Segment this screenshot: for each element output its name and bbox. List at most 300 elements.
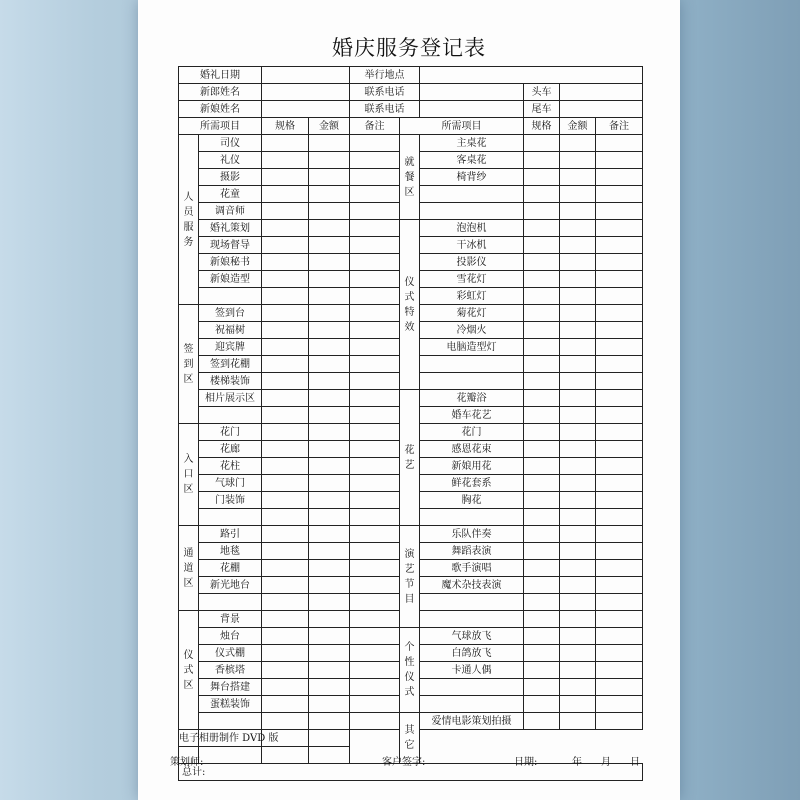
right-note-cell[interactable] — [596, 441, 643, 458]
left-spec-cell[interactable] — [262, 186, 309, 203]
left-note-cell[interactable] — [350, 169, 400, 186]
left-amount-cell[interactable] — [309, 509, 350, 526]
left-spec-cell[interactable] — [262, 373, 309, 390]
right-spec-cell[interactable] — [524, 509, 560, 526]
left-spec-cell[interactable] — [262, 152, 309, 169]
left-spec-header: 规格 — [262, 118, 309, 135]
left-spec-cell[interactable] — [262, 611, 309, 628]
left-amount-cell[interactable] — [309, 696, 350, 713]
right-note-cell[interactable] — [596, 492, 643, 509]
left-note-cell[interactable] — [350, 373, 400, 390]
left-service-item — [199, 509, 262, 526]
tail-car-label: 尾车 — [524, 101, 560, 118]
right-note-cell[interactable] — [596, 662, 643, 679]
right-amount-cell[interactable] — [560, 662, 596, 679]
groom-phone-field[interactable] — [420, 84, 524, 101]
right-spec-header: 规格 — [524, 118, 560, 135]
left-spec-cell[interactable] — [262, 679, 309, 696]
left-spec-cell[interactable] — [262, 339, 309, 356]
left-service-item: 花廊 — [199, 441, 262, 458]
right-note-cell[interactable] — [596, 526, 643, 543]
right-note-cell[interactable] — [596, 322, 643, 339]
right-spec-cell[interactable] — [524, 288, 560, 305]
right-amount-cell[interactable] — [560, 152, 596, 169]
right-note-cell[interactable] — [596, 543, 643, 560]
left-amount-cell[interactable] — [309, 339, 350, 356]
left-note-cell[interactable] — [350, 492, 400, 509]
right-note-cell[interactable] — [596, 220, 643, 237]
right-spec-cell[interactable] — [524, 679, 560, 696]
right-amount-cell[interactable] — [560, 696, 596, 713]
left-amount-cell[interactable] — [309, 390, 350, 407]
left-amount-cell[interactable] — [309, 475, 350, 492]
lead-car-field[interactable] — [560, 84, 643, 101]
right-spec-cell[interactable] — [524, 407, 560, 424]
left-note-cell[interactable] — [350, 220, 400, 237]
right-service-item: 感恩花束 — [420, 441, 524, 458]
right-note-cell[interactable] — [596, 237, 643, 254]
right-spec-cell[interactable] — [524, 356, 560, 373]
date-label: 日期: — [514, 757, 538, 768]
page-title: 婚庆服务登记表 — [332, 36, 486, 60]
right-group-label — [400, 220, 420, 390]
tail-car-field[interactable] — [560, 101, 643, 118]
left-spec-cell[interactable] — [262, 628, 309, 645]
left-spec-cell[interactable] — [262, 441, 309, 458]
right-note-cell[interactable] — [596, 305, 643, 322]
total-label[interactable]: 总计: — [179, 764, 643, 781]
left-amount-cell[interactable] — [309, 441, 350, 458]
left-spec-cell[interactable] — [262, 424, 309, 441]
registration-form-page — [138, 0, 680, 800]
left-service-item: 花门 — [199, 424, 262, 441]
left-amount-cell[interactable] — [309, 458, 350, 475]
left-service-item: 迎宾牌 — [199, 339, 262, 356]
left-note-cell[interactable] — [350, 152, 400, 169]
right-amount-cell[interactable] — [560, 288, 596, 305]
left-spec-cell[interactable] — [262, 271, 309, 288]
left-amount-cell[interactable] — [309, 543, 350, 560]
bride-name-field[interactable] — [262, 101, 350, 118]
left-note-cell[interactable] — [350, 662, 400, 679]
left-service-item: 新娘造型 — [199, 271, 262, 288]
right-spec-cell[interactable] — [524, 203, 560, 220]
right-spec-cell[interactable] — [524, 475, 560, 492]
right-note-header: 备注 — [596, 118, 643, 135]
right-spec-cell[interactable] — [524, 339, 560, 356]
right-spec-cell[interactable] — [524, 713, 560, 730]
right-spec-cell[interactable] — [524, 424, 560, 441]
right-note-cell[interactable] — [596, 713, 643, 730]
right-spec-cell[interactable] — [524, 254, 560, 271]
left-note-cell[interactable] — [350, 254, 400, 271]
left-amount-cell[interactable] — [309, 373, 350, 390]
right-amount-cell[interactable] — [560, 509, 596, 526]
right-note-cell[interactable] — [596, 271, 643, 288]
left-amount-cell[interactable] — [309, 152, 350, 169]
left-amount-cell[interactable] — [309, 135, 350, 152]
right-spec-cell[interactable] — [524, 305, 560, 322]
right-note-cell[interactable] — [596, 169, 643, 186]
right-group-label — [400, 628, 420, 713]
right-service-item: 雪花灯 — [420, 271, 524, 288]
right-service-item: 冷烟火 — [420, 322, 524, 339]
right-spec-cell[interactable] — [524, 271, 560, 288]
left-spec-cell[interactable] — [262, 509, 309, 526]
left-spec-cell[interactable] — [262, 254, 309, 271]
left-amount-cell[interactable] — [309, 594, 350, 611]
right-spec-cell[interactable] — [524, 543, 560, 560]
right-amount-cell[interactable] — [560, 492, 596, 509]
right-note-cell[interactable] — [596, 152, 643, 169]
left-amount-cell[interactable] — [309, 254, 350, 271]
right-spec-cell[interactable] — [524, 390, 560, 407]
left-amount-cell[interactable] — [309, 526, 350, 543]
right-amount-cell[interactable] — [560, 458, 596, 475]
left-spec-cell[interactable] — [262, 356, 309, 373]
date-year-label: 年 — [572, 757, 582, 768]
left-service-item: 门装饰 — [199, 492, 262, 509]
right-service-item — [420, 594, 524, 611]
left-group-name: 签到区 — [183, 343, 194, 385]
left-amount-cell[interactable] — [309, 356, 350, 373]
right-note-cell[interactable] — [596, 390, 643, 407]
right-spec-cell[interactable] — [524, 526, 560, 543]
right-amount-cell[interactable] — [560, 271, 596, 288]
right-service-item: 菊花灯 — [420, 305, 524, 322]
right-spec-cell[interactable] — [199, 747, 262, 764]
left-service-item — [199, 713, 262, 730]
left-spec-cell[interactable] — [262, 390, 309, 407]
left-spec-cell[interactable] — [262, 407, 309, 424]
right-service-item: 电子相册制作 DVD 版 — [179, 730, 199, 747]
right-service-item: 投影仪 — [420, 254, 524, 271]
left-service-item: 地毯 — [199, 543, 262, 560]
right-note-cell[interactable] — [596, 645, 643, 662]
right-spec-cell[interactable] — [524, 594, 560, 611]
left-service-item: 签到台 — [199, 305, 262, 322]
right-amount-cell[interactable] — [560, 611, 596, 628]
left-service-item: 气球门 — [199, 475, 262, 492]
left-spec-cell[interactable] — [262, 696, 309, 713]
left-spec-cell[interactable] — [262, 713, 309, 730]
left-amount-cell[interactable] — [309, 237, 350, 254]
left-note-cell[interactable] — [350, 356, 400, 373]
left-note-cell[interactable] — [350, 543, 400, 560]
right-spec-cell[interactable] — [524, 560, 560, 577]
right-amount-cell[interactable] — [560, 254, 596, 271]
left-note-cell[interactable] — [350, 713, 400, 730]
left-amount-cell[interactable] — [309, 305, 350, 322]
right-note-cell[interactable] — [596, 356, 643, 373]
right-service-item: 爱情电影策划拍摄 — [420, 713, 524, 730]
left-amount-cell[interactable] — [309, 492, 350, 509]
left-spec-cell[interactable] — [262, 288, 309, 305]
right-amount-cell[interactable] — [560, 713, 596, 730]
left-service-item: 仪式棚 — [199, 645, 262, 662]
right-spec-cell[interactable] — [524, 186, 560, 203]
right-service-item: 婚车花艺 — [420, 407, 524, 424]
right-group-label — [400, 135, 420, 220]
right-service-item: 乐队伴奏 — [420, 526, 524, 543]
right-spec-cell[interactable] — [524, 662, 560, 679]
left-amount-cell[interactable] — [309, 322, 350, 339]
left-spec-cell[interactable] — [262, 305, 309, 322]
right-amount-cell[interactable] — [560, 169, 596, 186]
right-amount-cell[interactable] — [560, 543, 596, 560]
left-service-item: 烛台 — [199, 628, 262, 645]
left-note-cell[interactable] — [350, 305, 400, 322]
left-note-cell[interactable] — [350, 560, 400, 577]
right-amount-cell[interactable] — [560, 339, 596, 356]
left-note-header: 备注 — [350, 118, 400, 135]
right-spec-cell[interactable] — [524, 577, 560, 594]
right-note-cell[interactable] — [596, 186, 643, 203]
left-spec-cell[interactable] — [262, 526, 309, 543]
right-amount-cell[interactable] — [560, 577, 596, 594]
right-amount-cell[interactable] — [560, 390, 596, 407]
left-spec-cell[interactable] — [262, 475, 309, 492]
right-spec-cell[interactable] — [524, 220, 560, 237]
left-note-cell[interactable] — [350, 424, 400, 441]
right-service-item: 卡通人偶 — [420, 662, 524, 679]
left-note-cell[interactable] — [350, 679, 400, 696]
right-spec-cell[interactable] — [524, 696, 560, 713]
table-row — [179, 220, 643, 237]
right-spec-cell[interactable] — [524, 611, 560, 628]
left-amount-header: 金额 — [309, 118, 350, 135]
right-spec-cell[interactable] — [524, 458, 560, 475]
right-amount-cell[interactable] — [560, 560, 596, 577]
left-service-item: 婚礼策划 — [199, 220, 262, 237]
lead-car-label: 头车 — [524, 84, 560, 101]
venue-field[interactable] — [420, 67, 643, 84]
left-spec-cell[interactable] — [262, 492, 309, 509]
left-service-item: 签到花棚 — [199, 356, 262, 373]
right-note-cell[interactable] — [596, 628, 643, 645]
left-note-cell[interactable] — [350, 288, 400, 305]
right-amount-header: 金额 — [560, 118, 596, 135]
left-note-cell[interactable] — [350, 237, 400, 254]
wedding-date-field[interactable] — [262, 67, 350, 84]
left-note-cell[interactable] — [350, 628, 400, 645]
left-amount-cell[interactable] — [309, 713, 350, 730]
bride-name-label: 新娘姓名 — [179, 101, 262, 118]
right-spec-cell[interactable] — [524, 322, 560, 339]
right-group-label — [400, 526, 420, 628]
left-group-name: 人员服务 — [183, 191, 194, 248]
left-service-item: 调音师 — [199, 203, 262, 220]
left-note-cell[interactable] — [350, 509, 400, 526]
left-service-item: 楼梯装饰 — [199, 373, 262, 390]
right-service-item — [420, 186, 524, 203]
right-amount-cell[interactable] — [560, 475, 596, 492]
right-note-cell[interactable] — [596, 560, 643, 577]
left-spec-cell[interactable] — [262, 645, 309, 662]
left-service-item: 新娘秘书 — [199, 254, 262, 271]
right-note-cell[interactable] — [596, 135, 643, 152]
left-amount-cell[interactable] — [309, 271, 350, 288]
left-spec-cell[interactable] — [262, 237, 309, 254]
left-group-name: 通道区 — [183, 547, 194, 589]
right-amount-cell[interactable] — [560, 322, 596, 339]
left-note-cell[interactable] — [350, 407, 400, 424]
left-spec-cell[interactable] — [262, 577, 309, 594]
left-amount-cell[interactable] — [309, 169, 350, 186]
right-note-cell[interactable] — [596, 577, 643, 594]
left-amount-cell[interactable] — [309, 407, 350, 424]
right-note-cell[interactable] — [596, 679, 643, 696]
right-service-item: 魔术杂技表演 — [420, 577, 524, 594]
right-amount-cell[interactable] — [560, 135, 596, 152]
right-note-cell[interactable] — [596, 696, 643, 713]
right-note-cell[interactable] — [596, 475, 643, 492]
left-group-label — [179, 305, 199, 424]
left-spec-cell[interactable] — [262, 135, 309, 152]
left-note-cell[interactable] — [350, 577, 400, 594]
right-note-cell[interactable] — [596, 594, 643, 611]
left-group-label — [179, 135, 199, 305]
left-amount-cell[interactable] — [309, 424, 350, 441]
left-note-cell[interactable] — [350, 594, 400, 611]
right-note-cell[interactable] — [596, 373, 643, 390]
right-amount-cell[interactable] — [560, 526, 596, 543]
left-amount-cell[interactable] — [309, 203, 350, 220]
left-amount-cell[interactable] — [309, 645, 350, 662]
left-amount-cell[interactable] — [309, 611, 350, 628]
right-item-header: 所需项目 — [400, 118, 524, 135]
right-amount-cell[interactable] — [560, 186, 596, 203]
right-amount-cell[interactable] — [262, 747, 309, 764]
right-spec-cell[interactable] — [524, 645, 560, 662]
right-group-name: 演艺节目 — [404, 548, 415, 605]
left-service-item: 司仪 — [199, 135, 262, 152]
left-note-cell[interactable] — [350, 475, 400, 492]
venue-label: 举行地点 — [350, 67, 420, 84]
right-service-item — [420, 611, 524, 628]
left-note-cell[interactable] — [350, 186, 400, 203]
left-spec-cell[interactable] — [262, 458, 309, 475]
groom-name-field[interactable] — [262, 84, 350, 101]
right-note-cell[interactable] — [596, 458, 643, 475]
left-note-cell[interactable] — [350, 526, 400, 543]
right-amount-cell[interactable] — [560, 237, 596, 254]
right-service-item: 彩虹灯 — [420, 288, 524, 305]
right-amount-cell[interactable] — [560, 220, 596, 237]
wedding-date-label: 婚礼日期 — [179, 67, 262, 84]
left-amount-cell[interactable] — [309, 560, 350, 577]
right-spec-cell[interactable] — [524, 169, 560, 186]
right-spec-cell[interactable] — [524, 492, 560, 509]
left-note-cell[interactable] — [350, 611, 400, 628]
right-spec-cell[interactable] — [524, 373, 560, 390]
right-note-cell[interactable] — [596, 203, 643, 220]
right-amount-cell[interactable] — [560, 203, 596, 220]
right-amount-cell[interactable] — [560, 594, 596, 611]
right-note-cell[interactable] — [596, 339, 643, 356]
right-service-item: 新娘用花 — [420, 458, 524, 475]
right-spec-cell[interactable] — [524, 628, 560, 645]
right-note-cell[interactable] — [596, 254, 643, 271]
left-spec-cell[interactable] — [262, 594, 309, 611]
right-spec-cell[interactable] — [524, 135, 560, 152]
right-amount-cell[interactable] — [560, 441, 596, 458]
right-note-cell[interactable] — [596, 424, 643, 441]
left-note-cell[interactable] — [350, 458, 400, 475]
date-month-label: 月 — [601, 757, 611, 768]
right-note-cell[interactable] — [596, 509, 643, 526]
left-service-item: 香槟塔 — [199, 662, 262, 679]
left-note-cell[interactable] — [350, 696, 400, 713]
left-service-item: 新光地台 — [199, 577, 262, 594]
left-service-item: 蛋糕装饰 — [199, 696, 262, 713]
left-spec-cell[interactable] — [262, 220, 309, 237]
right-amount-cell[interactable] — [560, 407, 596, 424]
left-amount-cell[interactable] — [309, 577, 350, 594]
right-note-cell[interactable] — [596, 288, 643, 305]
right-note-cell[interactable] — [309, 747, 350, 764]
left-amount-cell[interactable] — [309, 186, 350, 203]
right-spec-cell[interactable] — [524, 237, 560, 254]
left-note-cell[interactable] — [350, 135, 400, 152]
right-spec-cell[interactable] — [524, 152, 560, 169]
right-note-cell[interactable] — [596, 407, 643, 424]
bride-phone-field[interactable] — [420, 101, 524, 118]
left-service-item — [199, 594, 262, 611]
left-group-label — [179, 611, 199, 730]
left-note-cell[interactable] — [350, 203, 400, 220]
planner-label: 策划师: — [170, 757, 204, 768]
right-spec-cell[interactable] — [524, 441, 560, 458]
left-amount-cell[interactable] — [309, 220, 350, 237]
left-service-item: 祝福树 — [199, 322, 262, 339]
left-note-cell[interactable] — [350, 390, 400, 407]
left-spec-cell[interactable] — [262, 662, 309, 679]
left-amount-cell[interactable] — [309, 662, 350, 679]
left-spec-cell[interactable] — [262, 543, 309, 560]
right-note-cell[interactable] — [596, 611, 643, 628]
left-spec-cell[interactable] — [262, 322, 309, 339]
right-amount-cell[interactable] — [560, 305, 596, 322]
left-note-cell[interactable] — [350, 645, 400, 662]
left-note-cell[interactable] — [350, 322, 400, 339]
left-spec-cell[interactable] — [262, 560, 309, 577]
left-service-item: 现场督导 — [199, 237, 262, 254]
right-amount-cell[interactable] — [560, 424, 596, 441]
left-note-cell[interactable] — [350, 339, 400, 356]
left-amount-cell[interactable] — [309, 679, 350, 696]
left-spec-cell[interactable] — [262, 203, 309, 220]
right-group-name: 其它 — [404, 725, 415, 751]
right-service-item: 歌手演唱 — [420, 560, 524, 577]
right-service-item: 干冰机 — [420, 237, 524, 254]
right-amount-cell[interactable] — [560, 628, 596, 645]
right-amount-cell[interactable] — [560, 356, 596, 373]
right-amount-cell[interactable] — [560, 373, 596, 390]
left-amount-cell[interactable] — [309, 288, 350, 305]
right-amount-cell[interactable] — [560, 645, 596, 662]
left-spec-cell[interactable] — [262, 169, 309, 186]
right-amount-cell[interactable] — [560, 679, 596, 696]
left-note-cell[interactable] — [350, 271, 400, 288]
left-amount-cell[interactable] — [309, 628, 350, 645]
left-note-cell[interactable] — [350, 441, 400, 458]
left-service-item — [199, 407, 262, 424]
table-row — [179, 526, 643, 543]
groom-phone-label: 联系电话 — [350, 84, 420, 101]
right-note-cell[interactable] — [309, 730, 350, 747]
right-service-item: 主桌花 — [420, 135, 524, 152]
